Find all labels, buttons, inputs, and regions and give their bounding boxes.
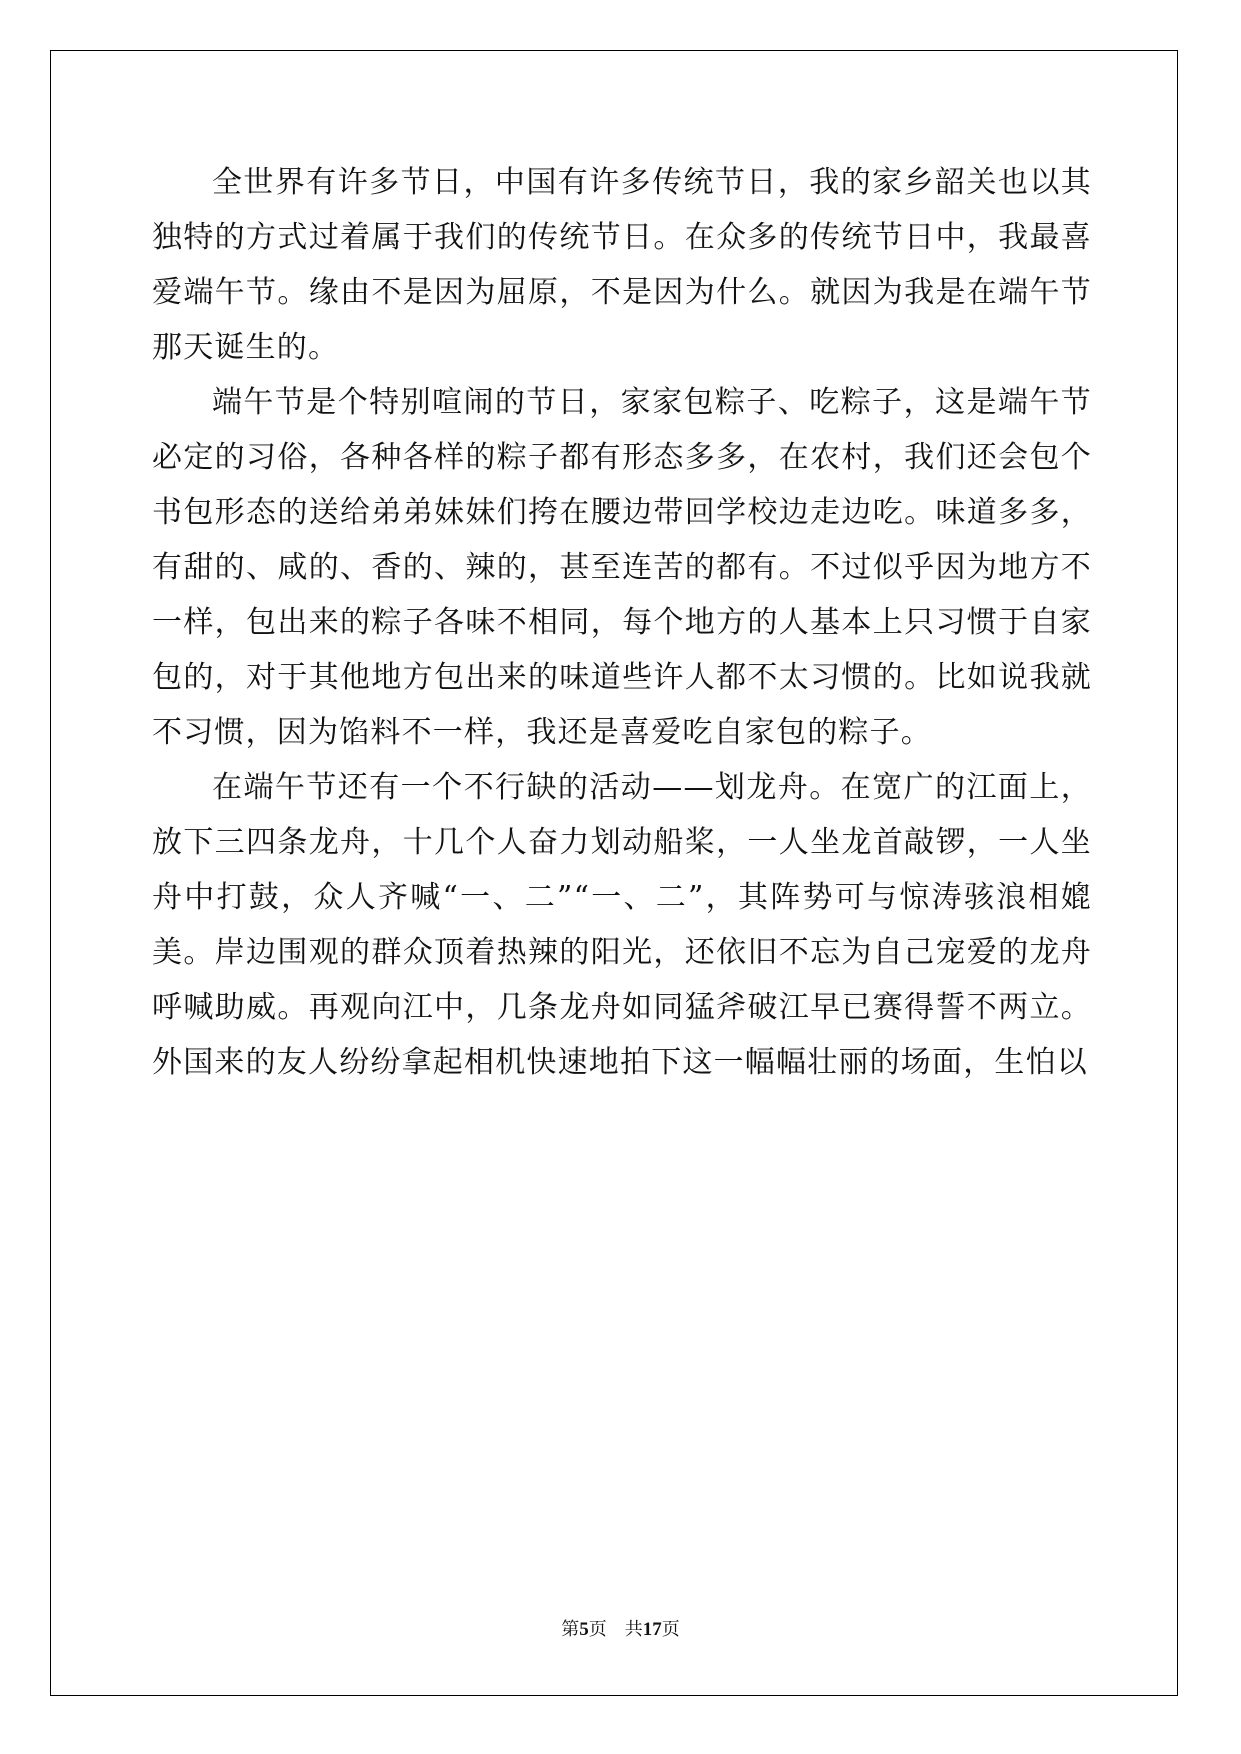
paragraph-1: 全世界有许多节日，中国有许多传统节日，我的家乡韶关也以其独特的方式过着属于我们的传统节日。在众多的传统节日中，我最喜爱端午节。缘由不是因为屈原，不是因为什么。就因为我是在端午节那天诞生的。 [152, 165, 1092, 365]
page-suffix: 页 [588, 1619, 607, 1640]
total-prefix: 共 [624, 1619, 643, 1640]
document-body [152, 155, 1092, 1090]
page-prefix: 第 [561, 1619, 580, 1640]
paragraph-3: 在端午节还有一个不行缺的活动——划龙舟。在宽广的江面上，放下三四条龙舟，十几个人奋力划动船桨，一人坐龙首敲锣，一人坐舟中打鼓，众人齐喊“一、二”“一、二”，其阵势可与惊涛骇浪相媲美。岸边围观的群众顶着热辣的阳光，还依旧不忘为自己宠爱的龙舟呼喊助威。再观向江中，几条龙舟如同猛斧破江早已赛得誓不两立。外国来的友人纷纷拿起相机快速地拍下这一幅幅壮丽的场面，生怕以 [152, 770, 1092, 1080]
page-footer [0, 1615, 1241, 1641]
total-pages: 17 [642, 1619, 662, 1640]
total-suffix: 页 [661, 1619, 680, 1640]
paragraph-2: 端午节是个特别喧闹的节日，家家包粽子、吃粽子，这是端午节必定的习俗，各种各样的粽子都有形态多多，在农村，我们还会包个书包形态的送给弟弟妹妹们挎在腰边带回学校边走边吃。味道多多，有甜的、咸的、香的、辣的，甚至连苦的都有。不过似乎因为地方不一样，包出来的粽子各味不相同，每个地方的人基本上只习惯于自家包的，对于其他地方包出来的味道些许人都不太习惯的。比如说我就不习惯，因为馅料不一样，我还是喜爱吃自家包的粽子。 [152, 385, 1092, 750]
page-number: 5 [579, 1619, 589, 1640]
